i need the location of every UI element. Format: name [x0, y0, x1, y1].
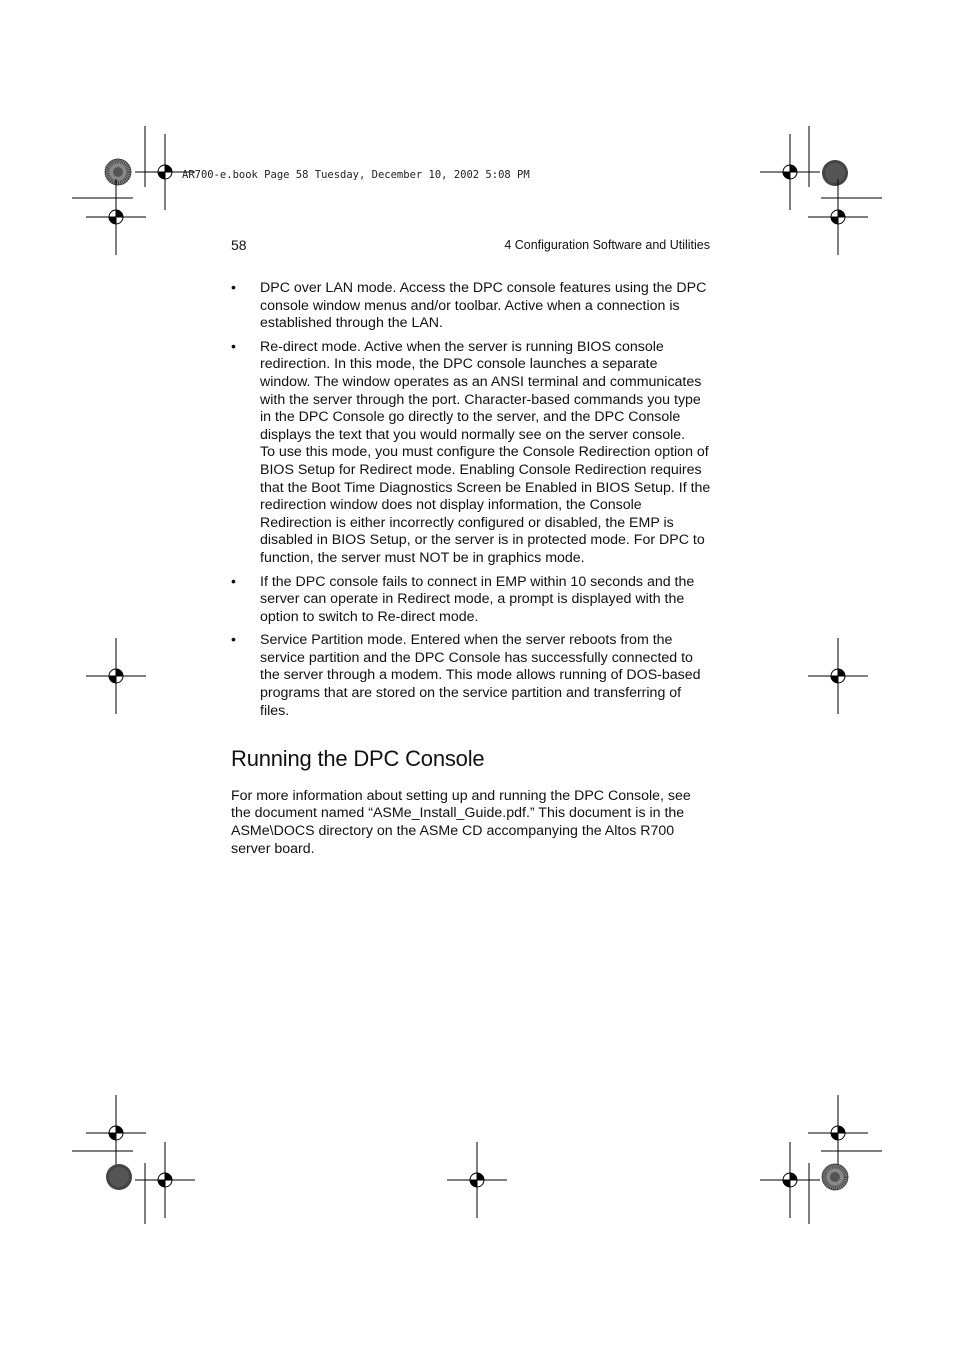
list-item-text: Service Partition mode. Entered when the server reboots from the service partition and the DPC Console has successfully connected to the server through a modem. This mode allows running of DOS-based programs that are stored on the service partition and transferring of files. [260, 632, 701, 719]
list-item-text: DPC over LAN mode. Access the DPC console features using the DPC console window menus and/or toolbar. Active when a connection is established through the LAN. [260, 280, 707, 332]
registration-target-icon [86, 1095, 146, 1171]
print-slug: AR700-e.book Page 58 Tuesday, December 10, 2002 5:08 PM [182, 169, 530, 181]
bullet-marker: • [231, 280, 236, 296]
running-head: 4 Configuration Software and Utilities [504, 238, 710, 252]
list-item [231, 339, 711, 568]
bullet-marker: • [231, 573, 236, 590]
crop-mark-bottom-right [809, 1151, 882, 1224]
list-item [231, 632, 711, 720]
list-item [231, 574, 711, 627]
bullet-marker: • [231, 632, 236, 649]
list-item-text: Re-direct mode. Active when the server is running BIOS console redirection. In this mode, the DPC console launches a separate window. The window operates as an ANSI terminal and communicates with the server through the port. Character-based commands you type in the DPC Console go directly to the server, and the DPC Console displays the text that you would normally see on the server console. [260, 338, 702, 443]
registration-target-icon [808, 638, 868, 714]
page-number: 58 [231, 237, 247, 253]
registration-target-icon [135, 1142, 195, 1218]
section-paragraph: For more information about setting up and running the DPC Console, see the document named “ASMe_Install_Guide.pdf.” This document is in the ASMe\DOCS directory on the ASMe CD accompanying the Altos R700 server board. [231, 787, 691, 857]
registration-target-icon [86, 638, 146, 714]
bullet-marker: • [231, 338, 236, 355]
color-bar-icon [822, 160, 848, 186]
crop-mark-bottom-left [72, 1151, 145, 1224]
list-item [231, 280, 711, 333]
registration-target-icon [86, 179, 146, 255]
crop-mark-top-right [809, 126, 882, 198]
color-bar-icon [822, 1164, 848, 1190]
crop-mark-top-left [72, 126, 145, 198]
list-item-text: If the DPC console fails to connect in EMP within 10 seconds and the server can operate in Redirect mode, a prompt is displayed with the option to switch to Re-direct mode. [260, 573, 695, 625]
registration-target-icon [808, 1095, 868, 1171]
color-bar-icon [106, 1164, 132, 1190]
list-item-subparagraph: To use this mode, you must configure the Console Redirection option of BIOS Setup for Redirect mode. Enabling Console Redirection requires that the Boot Time Diagnostics Screen be Enabled in BIOS Setup. If the redirection window does not display information, the Console Redirection is either incorrectly configured or disabled, the EMP is disabled in BIOS Setup, or the server is in protected mode. For DPC to function, the server must NOT be in graphics mode. [260, 444, 711, 566]
registration-target-icon [760, 134, 820, 210]
registration-target-icon [808, 179, 868, 255]
registration-target-icon [447, 1142, 507, 1218]
page-body [231, 280, 711, 858]
registration-target-icon [760, 1142, 820, 1218]
section-heading: Running the DPC Console [231, 746, 485, 772]
color-bar-icon [105, 159, 131, 185]
